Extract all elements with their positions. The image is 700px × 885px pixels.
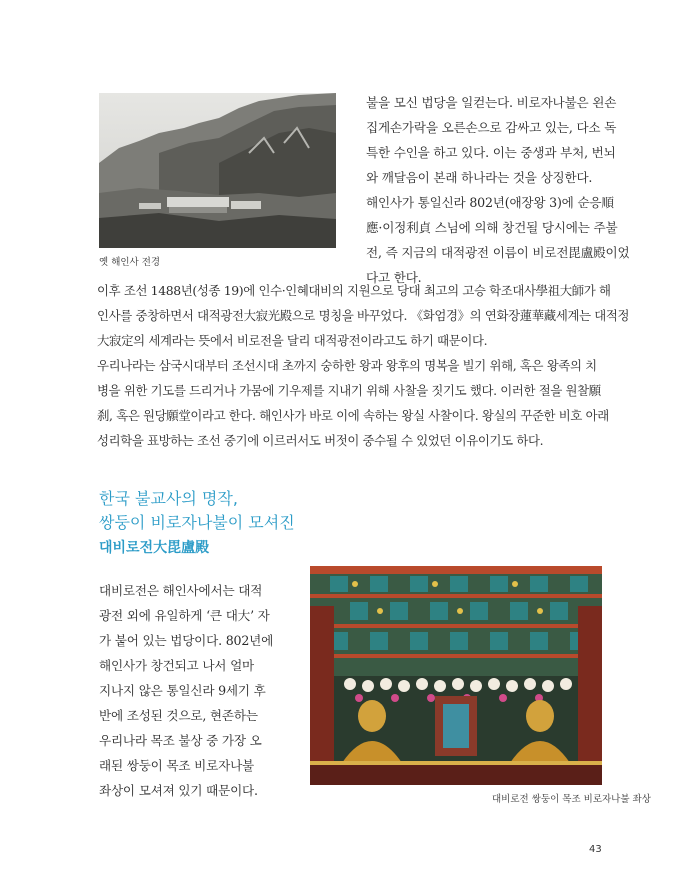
intro-line: 집게손가락을 오른손으로 감싸고 있는, 다소 독 [366,120,617,135]
old-haeinsa-caption: 옛 해인사 전경 [99,257,161,268]
body-line: 병을 위한 기도를 드리거나 가뭄에 기우제를 지내기 위해 사찰을 짓기도 했다. 이러한 절을 원찰願 [97,383,601,398]
section-line: 반에 조성된 것으로, 현존하는 [99,708,258,723]
section-line: 지나지 않은 통일신라 9세기 후 [99,683,266,698]
intro-line: 應·이정利貞 스님에 의해 창건될 당시에는 주불 [366,220,618,235]
body-line: 이후 조선 1488년(성종 19)에 인수·인혜대비의 지원으로 당대 최고의 고승 학조대사學祖大師가 해 [97,283,611,298]
section-title-line1: 한국 불교사의 명작, [99,489,238,508]
body-line: 인사를 중창하면서 대적광전大寂光殿으로 명칭을 바꾸었다. 《화엄경》의 연화장蓮華藏세계는 대적정 [97,308,630,323]
old-haeinsa-photo [99,93,336,248]
twin-buddha-photo [310,566,602,785]
intro-line: 다고 한다. [366,270,422,285]
intro-line: 전, 즉 지금의 대적광전 이름이 비로전毘盧殿이었 [366,245,630,260]
twin-buddha-caption: 대비로전 쌍둥이 목조 비로자나불 좌상 [492,794,651,805]
intro-line: 해인사가 통일신라 802년(애장왕 3)에 순응順 [366,195,614,210]
body-line: 우리나라는 삼국시대부터 조선시대 초까지 숭하한 왕과 왕후의 명복을 빌기 위해, 혹은 왕족의 치 [97,358,597,373]
intro-line: 특한 수인을 하고 있다. 이는 중생과 부처, 번뇌 [366,145,616,160]
body-line: 성리학을 표방하는 조선 중기에 이르러서도 버젓이 중수될 수 있었던 이유이기도 하다. [97,433,544,448]
section-paragraph [99,578,273,803]
body-line: 刹, 혹은 원당願堂이라고 한다. 해인사가 바로 이에 속하는 왕실 사찰이다. 왕실의 꾸준한 비호 아래 [97,408,609,423]
section-line: 가 붙어 있는 법당이다. 802년에 [99,633,274,648]
page-number: 43 [589,844,602,855]
intro-line: 와 깨달음이 본래 하나라는 것을 상징한다. [366,170,593,185]
section-subtitle: 대비로전大毘盧殿 [99,540,210,556]
body-paragraph [97,278,629,453]
section-line: 래된 쌍둥이 목조 비로자나불 [99,758,254,773]
section-line: 우리나라 목조 불상 중 가장 오 [99,733,262,748]
section-line: 대비로전은 해인사에서는 대적 [99,583,263,598]
body-line: 大寂定의 세계라는 뜻에서 비로전을 달리 대적광전이라고도 하기 때문이다. [97,333,488,348]
section-line: 해인사가 창건되고 나서 얼마 [99,658,254,673]
section-title-line2: 쌍둥이 비로자나불이 모셔진 [99,513,295,532]
section-line: 좌상이 모셔져 있기 때문이다. [99,783,258,798]
intro-paragraph [366,90,629,290]
section-line: 광전 외에 유일하게 ‘큰 대大’ 자 [99,608,270,623]
intro-line: 불을 모신 법당을 일컫는다. 비로자나불은 왼손 [366,95,617,110]
